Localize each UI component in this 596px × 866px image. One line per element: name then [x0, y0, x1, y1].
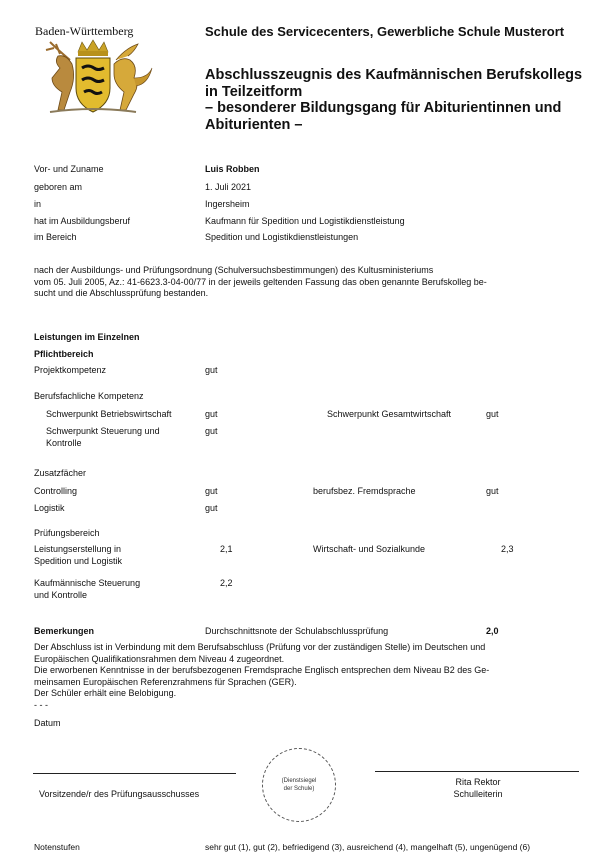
service-label-line: Leistungserstellung in	[34, 544, 122, 554]
social-studies-grade: 2,3	[501, 544, 514, 554]
committee-chair-label: Vorsitzende/r des Prüfungsausschusses	[39, 789, 200, 799]
remarks-line: - - -	[34, 699, 48, 710]
remarks-line: Europäischen Qualifikationsrahmen dem Niveau 4 zugeordnet.	[34, 653, 285, 664]
intro-line: sucht und die Abschlussprüfung bestanden.	[34, 288, 209, 298]
commercial-control-line: Kaufmännische Steuerung	[34, 578, 141, 588]
name-label: Vor- und Zuname	[34, 164, 104, 174]
remarks-heading: Bemerkungen	[34, 626, 95, 636]
professional-competence-heading: Berufsfachliche Kompetenz	[34, 391, 144, 401]
date-label: Datum	[34, 718, 61, 728]
business-grade: gut	[205, 409, 218, 419]
name-value: Luis Robben	[205, 164, 260, 174]
controlling-label: Controlling	[34, 486, 78, 496]
foreign-language-grade: gut	[486, 486, 499, 496]
birthplace-value: Ingersheim	[205, 199, 250, 209]
business-label: Schwerpunkt Betriebswirtschaft	[46, 409, 172, 419]
economics-grade: gut	[486, 409, 499, 419]
birthdate-value: 1. Juli 2021	[205, 182, 252, 192]
subtitle-line: – besonderer Bildungsgang für Abiturientinnen und Abiturienten –	[205, 100, 562, 133]
birthdate-label: geboren am	[34, 182, 83, 192]
intro-paragraph	[34, 265, 582, 300]
coat-of-arms-icon	[30, 38, 156, 118]
seal-text: (Dienstsiegel	[281, 778, 317, 784]
additional-subjects-heading: Zusatzfächer	[34, 468, 87, 478]
performance-heading: Leistungen im Einzelnen	[34, 332, 140, 342]
grade-scale-label: Notenstufen	[34, 842, 80, 852]
remarks-line: Der Abschluss ist in Verbindung mit dem Berufsabschluss (Prüfung vor der zuständigen Stelle) im Deutschen und	[34, 642, 486, 652]
service-grade: 2,1	[220, 544, 233, 554]
field-label: im Bereich	[34, 232, 77, 242]
service-label	[34, 544, 122, 567]
title-line: Abschlusszeugnis des Kaufmännischen Berufskollegs in Teilzeitform	[205, 67, 583, 100]
profession-label: hat im Ausbildungsberuf	[34, 216, 131, 226]
remarks-line: meinsamen Europäischen Referenzrahmens für Sprachen (GER).	[34, 676, 297, 687]
control-label-line: Schwerpunkt Steuerung und	[46, 426, 160, 436]
mandatory-heading: Pflichtbereich	[34, 349, 94, 359]
principal-role: Schulleiterin	[453, 789, 503, 799]
principal-name: Rita Rektor	[455, 777, 501, 787]
remarks-line: Der Schüler erhält eine Belobigung.	[34, 688, 177, 698]
controlling-grade: gut	[205, 486, 218, 496]
average-value: 2,0	[486, 626, 499, 636]
signature-line-left	[33, 773, 236, 774]
project-label: Projektkompetenz	[34, 365, 107, 375]
control-label-line: Kontrolle	[46, 437, 82, 448]
remarks-text	[34, 642, 582, 711]
control-grade: gut	[205, 426, 218, 436]
profession-value: Kaufmann für Spedition und Logistikdienstleistung	[205, 216, 405, 226]
intro-line: vom 05. Juli 2005, Az.: 41-6623.3-04-00/77 in der jeweils geltenden Fassung das oben genannte Berufskolleg be-	[34, 276, 487, 287]
service-label-line: Spedition und Logistik	[34, 555, 123, 566]
commercial-control-grade: 2,2	[220, 578, 233, 588]
field-value: Spedition und Logistikdienstleistungen	[205, 232, 359, 242]
logistics-grade: gut	[205, 503, 218, 513]
logistics-label: Logistik	[34, 503, 65, 513]
remarks-line: Die erworbenen Kenntnisse in der berufsbezogenen Fremdsprache Englisch entsprechen dem Niveau B2 des Ge-	[34, 665, 490, 675]
grade-scale-text: sehr gut (1), gut (2), befriedigend (3), ausreichend (4), mangelhaft (5), ungenügend (6)	[205, 842, 531, 852]
exam-heading: Prüfungsbereich	[34, 528, 100, 538]
social-studies-label: Wirtschaft- und Sozialkunde	[313, 544, 426, 554]
commercial-control-label	[34, 578, 140, 601]
commercial-control-line: und Kontrolle	[34, 589, 88, 600]
state-name: Baden-Württemberg	[35, 24, 134, 38]
control-label	[46, 426, 160, 449]
seal-placeholder	[262, 748, 336, 822]
economics-label: Schwerpunkt Gesamtwirtschaft	[327, 409, 452, 419]
foreign-language-label: berufsbez. Fremdsprache	[313, 486, 416, 496]
document-title	[205, 67, 590, 133]
intro-line: nach der Ausbildungs- und Prüfungsordnung (Schulversuchsbestimmungen) des Kultusministeriums	[34, 265, 434, 275]
project-grade: gut	[205, 365, 218, 375]
birthplace-label: in	[34, 199, 42, 209]
signature-line-right	[375, 771, 579, 772]
average-label: Durchschnittsnote der Schulabschlussprüfung	[205, 626, 389, 636]
seal-text: der Schule)	[283, 786, 315, 792]
school-name: Schule des Servicecenters, Gewerbliche Schule Musterort	[205, 24, 565, 39]
